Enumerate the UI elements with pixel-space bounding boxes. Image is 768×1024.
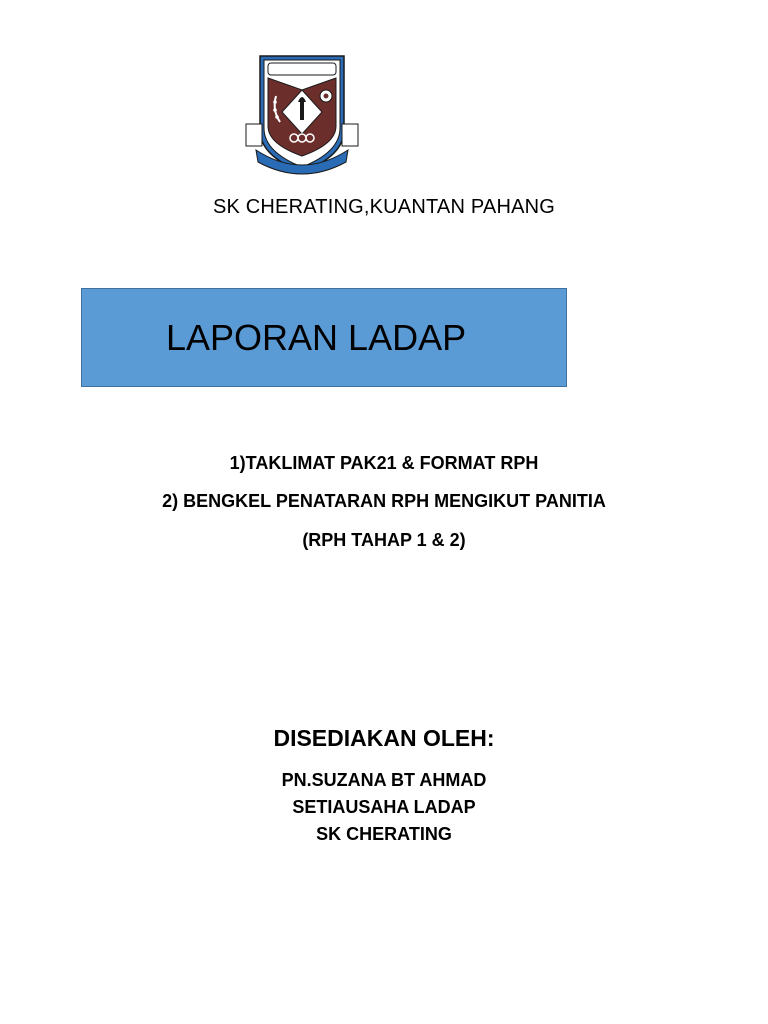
author-name: PN.SUZANA BT AHMAD: [281, 770, 487, 790]
agenda-item: (RPH TAHAP 1 & 2): [302, 530, 466, 550]
author-school: SK CHERATING: [316, 824, 452, 844]
prepared-by-label: DISEDIAKAN OLEH:: [273, 725, 495, 751]
agenda-item: 2) BENGKEL PENATARAN RPH MENGIKUT PANITIA: [162, 491, 606, 511]
author-position: SETIAUSAHA LADAP: [292, 797, 476, 817]
title-banner: [81, 288, 567, 387]
report-title: LAPORAN LADAP: [166, 317, 467, 358]
agenda-item: 1)TAKLIMAT PAK21 & FORMAT RPH: [229, 453, 539, 473]
school-crest-logo: [242, 52, 362, 177]
school-name: SK CHERATING,KUANTAN PAHANG: [212, 196, 556, 218]
